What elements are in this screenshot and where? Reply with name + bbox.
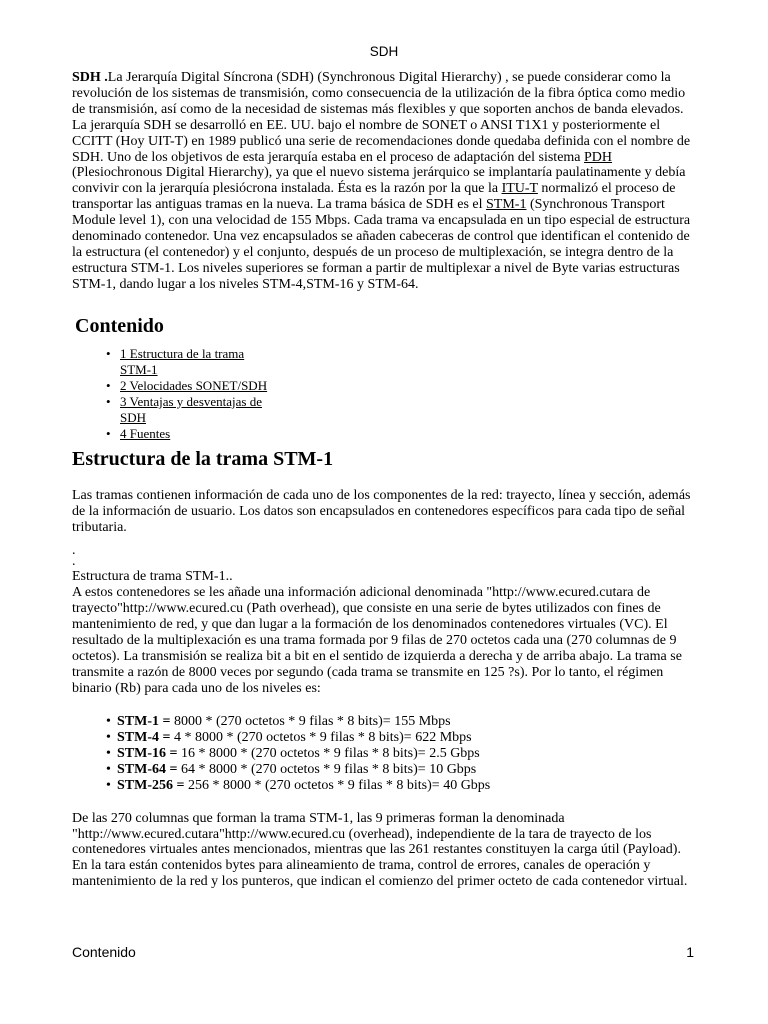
intro-paragraph (72, 70, 694, 293)
intro-text-1: La Jerarquía Digital Síncrona (SDH) (Synchronous Digital Hierarchy) , se puede considerar como la revolución de los sistemas de transmisión, como consecuencia de la utilización de la fibra óptica como medio de transmisión, así como de la necesidad de sistemas más flexibles y que soporten anchos de banda elevados. La jerarquía SDH se desarrolló en EE. UU. bajo el nombre de SONET o ANSI T1X1 y posteriormente el CCITT (Hoy UIT-T) en 1989 publicó una serie de recomendaciones donde quedaba definida con el nombre de SDH. Uno de los objetivos de esta jerarquía estaba en el proceso de adaptación del sistema (72, 70, 691, 165)
footer-label: Contenido (72, 944, 136, 960)
rate-formula: 16 * 8000 * (270 octetos * 9 filas * 8 bits)= 2.5 Gbps (177, 745, 480, 761)
rate-item (106, 762, 696, 778)
toc-title: Contenido (75, 314, 164, 337)
itu-t-link[interactable]: ITU-T (501, 181, 538, 197)
toc-link-ventajas[interactable]: 3 Ventajas y desventajas de SDH (120, 393, 262, 425)
intro-text-2: (Plesiochronous Digital Hierarchy), ya que el nuevo sistema jerárquico se implantaría paulatinamente y debía convivir con la jerarquía plesiócrona instalada. Ésta es la razón por la que la (72, 165, 686, 197)
intro-text-4: (Synchronous Transport Module level 1), con una velocidad de 155 Mbps. Cada trama va encapsulada en un tipo especial de estructura denominado contenedor. Una vez encapsulados se añaden cabeceras de control que identifican el contenido de la estructura (el contenedor) y el conjunto, después de un proceso de multiplexación, se integra dentro de la estructura STM-1. Los niveles superiores se forman a partir de multiplexar a nivel de Byte varias estructuras STM-1, dando lugar a los niveles STM-4,STM-16 y STM-64. (72, 197, 691, 292)
section-paragraph-1: Las tramas contienen información de cada uno de los componentes de la red: trayecto, línea y sección, además de la información de usuario. Los datos son encapsulados en contenedores específicos para cada tipo de señal tributaria. (72, 487, 691, 535)
bullet: • (106, 393, 111, 409)
rate-name: STM-64 = (117, 761, 178, 777)
dot-line: . (72, 543, 76, 559)
rate-name: STM-16 = (117, 745, 178, 761)
bullet: • (106, 729, 111, 745)
toc-link-velocidades[interactable]: 2 Velocidades SONET/SDH (120, 377, 268, 393)
pdh-link[interactable]: PDH (584, 149, 613, 165)
bullet: • (106, 777, 111, 793)
page-number: 1 (686, 944, 694, 960)
rate-name: STM-1 = (117, 713, 171, 729)
rate-item (106, 714, 696, 730)
toc-item (106, 426, 270, 442)
rate-item (106, 730, 696, 746)
bullet: • (106, 745, 111, 761)
toc-link-fuentes[interactable]: 4 Fuentes (120, 425, 171, 441)
bullet: • (106, 761, 111, 777)
intro-text-3: normalizó el proceso de transportar las antiguas tramas en la nueva. La trama básica de SDH es el (72, 181, 676, 213)
document-body (72, 70, 696, 890)
page-header-title: SDH (369, 44, 399, 59)
toc-item (106, 394, 270, 426)
rate-item (106, 778, 696, 794)
dot-line: . (72, 554, 76, 570)
rate-formula: 8000 * (270 octetos * 9 filas * 8 bits)= 155 Mbps (170, 713, 451, 729)
section-paragraph-2: A estos contenedores se les añade una información adicional denominada "http://www.ecured.cutara de trayecto"http://www.ecured.cu (Path overhead), que consiste en una serie de bytes utilizados con fines de mantenimiento de red, y que dan lugar a la formación de los denominados contenedores virtuales (VC). El resultado de la multiplexación es una trama formada por 9 filas de 270 octetos cada una (270 columnas de 9 octetos). La transmisión se realiza bit a bit en el sentido de izquierda a derecha y de arriba abajo. La trama se transmite a razón de 8000 veces por segundo (cada trama se transmite en 125 ?s). Por lo tanto, el régimen binario (Rb) para cada uno de los niveles es: (72, 585, 682, 696)
intro-lead: SDH . (72, 70, 108, 85)
stm-1-link[interactable]: STM-1 (486, 197, 527, 213)
section-heading: Estructura de la trama STM-1 (72, 447, 334, 470)
figure-caption: Estructura de trama STM-1.. (72, 569, 233, 585)
toc-link-estructura[interactable]: 1 Estructura de la trama STM-1 (120, 345, 245, 377)
rate-name: STM-256 = (117, 777, 185, 793)
rate-formula: 256 * 8000 * (270 octetos * 9 filas * 8 bits)= 40 Gbps (184, 777, 491, 793)
dot-lines (72, 543, 696, 570)
rate-name: STM-4 = (117, 729, 171, 745)
section-paragraph-3: De las 270 columnas que forman la trama STM-1, las 9 primeras forman la denominada "http://www.ecured.cutara"http://www.ecured.cu (overhead), independiente de la tara de trayecto de los contenedores virtuales antes mencionados, mientras que las 261 restantes constituyen la carga útil (Payload). En la tara están contenidos bytes para alineamiento de trama, control de errores, canales de operación y mantenimiento de la red y los punteros, que indican el comienzo del primer octeto de cada contenedor virtual. (72, 810, 688, 890)
bullet: • (106, 713, 111, 729)
toc-list (72, 346, 696, 442)
bullet: • (106, 345, 111, 361)
rates-list (72, 714, 696, 794)
bullet: • (106, 377, 111, 393)
rate-formula: 4 * 8000 * (270 octetos * 9 filas * 8 bits)= 622 Mbps (170, 729, 472, 745)
rate-formula: 64 * 8000 * (270 octetos * 9 filas * 8 bits)= 10 Gbps (177, 761, 477, 777)
toc-item (106, 346, 270, 378)
bullet: • (106, 425, 111, 441)
rate-item (106, 746, 696, 762)
toc-item (106, 378, 270, 394)
